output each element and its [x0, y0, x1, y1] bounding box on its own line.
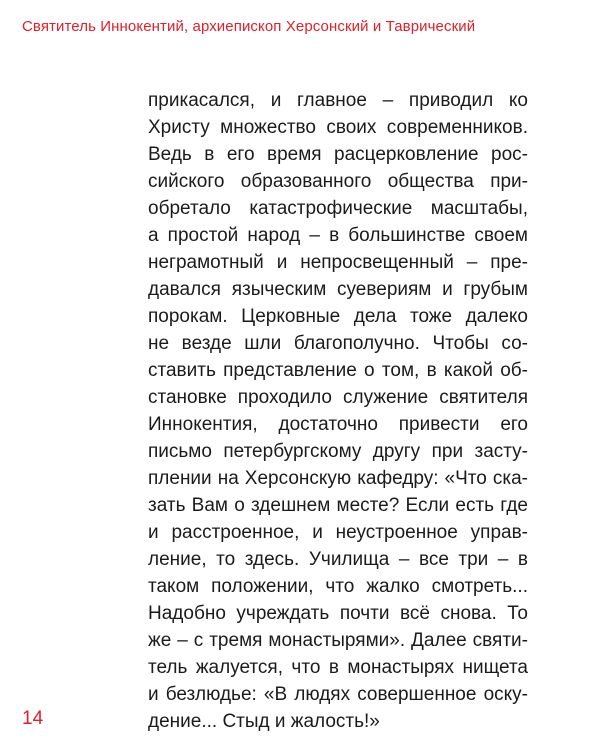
- text-line: прикасался, и главное – приводил ко: [148, 90, 528, 111]
- text-line: и расстроенное, и неустроенное управ-: [148, 522, 528, 543]
- text-line: зать Вам о здешнем месте? Если есть где: [148, 495, 528, 516]
- text-line: же – с тремя монастырями». Далее святи-: [148, 630, 528, 651]
- text-line: Христу множество своих современников.: [148, 117, 528, 138]
- page-number: 14: [22, 708, 44, 729]
- text-line: ление, то здесь. Училища – все три – в: [148, 549, 528, 570]
- text-line: а простой народ – в большинстве своем: [148, 225, 528, 246]
- text-line: письмо петербургскому другу при засту-: [148, 441, 528, 462]
- text-line: не везде шли благополучно. Чтобы со-: [148, 333, 528, 354]
- text-line: Иннокентия, достаточно привести его: [148, 414, 528, 435]
- text-line: обретало катастрофические масштабы,: [148, 198, 528, 219]
- text-line: ставить представление о том, в какой об-: [148, 360, 528, 381]
- text-line: Ведь в его время расцерковление рос-: [148, 144, 528, 165]
- text-line: порокам. Церковные дела тоже далеко: [148, 306, 528, 327]
- text-line: становке проходило служение святителя: [148, 387, 528, 408]
- text-line: сийского образованного общества при-: [148, 171, 528, 192]
- text-line: давался языческим суевериям и грубым: [148, 279, 528, 300]
- text-line: неграмотный и непросвещенный – пре-: [148, 252, 528, 273]
- text-line: и безлюдье: «В людях совершенное оску-: [148, 684, 528, 705]
- text-line: тель жалуется, что в монастырях нищета: [148, 657, 528, 678]
- running-head: Святитель Иннокентий, архиепископ Херсонский и Таврический: [22, 18, 476, 35]
- text-line: плении на Херсонскую кафедру: «Что ска-: [148, 468, 528, 489]
- text-line: таком положении, что жалко смотреть...: [148, 576, 528, 597]
- body-text: [148, 87, 528, 735]
- text-line-last: дение... Стыд и жалость!»: [148, 711, 380, 732]
- text-line: Надобно учреждать почти всё снова. То: [148, 603, 528, 624]
